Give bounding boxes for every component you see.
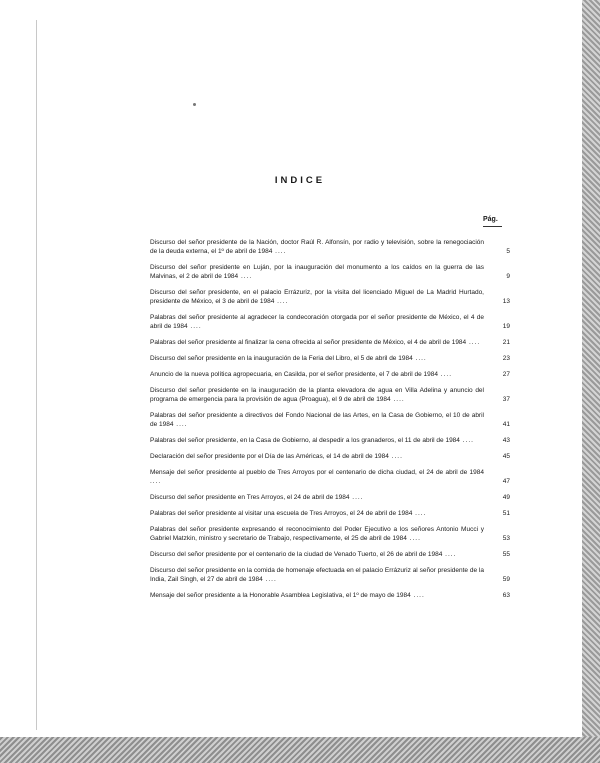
toc-entry-title [150,525,484,543]
toc-entry-text: Discurso del señor presidente en la comida de homenaje efectuada en el palacio Errázuriz al señor presidente de la India, Zail Singh, el 27 de abril de 1984 [150,567,484,583]
toc-entry-title [150,370,484,379]
dot-leader: .... [388,453,403,460]
scan-edge-bottom [0,737,600,763]
toc-entry [150,525,510,543]
dot-leader: .... [406,535,421,542]
toc-entry-text: Discurso del señor presidente en la inauguración de la planta elevadora de agua en Villa Adelina y anuncio del programa de emergencia para la provisión de agua (Proagua), el 9 de abril de 1984 [150,387,484,403]
toc-entry-title [150,550,484,559]
toc-entry-text: Palabras del señor presidente expresando el reconocimiento del Poder Ejecutivo a los señores Antonio Mucci y Gabriel Matzkin, ministro y secretario de Trabajo, respectivamente, el 25 de abril de 1984 [150,526,484,542]
dot-leader: .... [173,421,188,428]
toc-page-number: 37 [502,396,510,403]
toc-page-number: 59 [502,576,510,583]
toc-page-number: 45 [502,453,510,460]
toc-entry-title [150,386,484,404]
toc-entry-text: Palabras del señor presidente, en la Casa de Gobierno, al despedir a los granaderos, el 11 de abril de 1984 [150,437,460,444]
toc-entry [150,288,510,306]
page-border [36,20,37,730]
dot-leader: .... [262,576,277,583]
toc-entry-title [150,263,484,281]
toc-entry-text: Discurso del señor presidente, en el palacio Errázuriz, por la visita del licenciado Miguel de La Madrid Hurtado, presidente de México, el 3 de abril de 1984 [150,289,484,305]
toc-entry-title [150,509,484,518]
toc-entry [150,313,510,331]
toc-entry [150,591,510,600]
toc-entry [150,411,510,429]
dot-leader: .... [349,494,364,501]
page-column-underline [483,226,502,227]
toc-page-number: 19 [502,323,510,330]
toc-entry-text: Discurso del señor presidente en la inauguración de la Feria del Libro, el 5 de abril de 1984 [150,355,413,362]
toc-entry-text: Mensaje del señor presidente al pueblo de Tres Arroyos por el centenario de dicha ciudad, el 24 de abril de 1984 [150,469,484,476]
toc-page-number: 23 [502,355,510,362]
dot-leader: .... [459,437,474,444]
toc-entry-text: Discurso del señor presidente por el centenario de la ciudad de Venado Tuerto, el 26 de abril de 1984 [150,551,443,558]
toc-entry-text: Palabras del señor presidente al agradecer la condecoración otorgada por el señor presidente de México, el 4 de abril de 1984 [150,314,484,330]
toc-entry [150,386,510,404]
toc-entry-title [150,452,484,461]
toc-page-number: 41 [502,421,510,428]
toc-entry-title [150,493,484,502]
scan-speck [193,103,196,106]
toc-entry-text: Palabras del señor presidente a directivos del Fondo Nacional de las Artes, en la Casa de Gobierno, el 10 de abril de 1984 [150,412,484,428]
toc-entry [150,338,510,347]
toc-page-number: 49 [502,494,510,501]
toc-page-number: 55 [502,551,510,558]
scan-edge-right [582,0,600,763]
toc-entry-title [150,288,484,306]
toc-entry-title [150,238,484,256]
toc-page-number: 63 [502,592,510,599]
table-of-contents [150,238,510,607]
dot-leader: .... [272,248,287,255]
toc-entry [150,566,510,584]
toc-page-number: 9 [506,273,510,280]
toc-page-number: 47 [502,478,510,485]
dot-leader: .... [238,273,253,280]
toc-entry-title [150,338,484,347]
toc-entry [150,509,510,518]
toc-page-number: 43 [502,437,510,444]
toc-page-number: 21 [502,339,510,346]
dot-leader: .... [438,371,453,378]
toc-entry [150,436,510,445]
toc-page-number: 27 [502,371,510,378]
toc-page-number: 13 [502,298,510,305]
toc-entry [150,238,510,256]
toc-entry [150,468,510,486]
toc-entry-text: Palabras del señor presidente al finalizar la cena ofrecida al señor presidente de México, el 4 de abril de 1984 [150,339,467,346]
dot-leader: .... [442,551,457,558]
toc-entry-title [150,436,484,445]
dot-leader: .... [187,323,202,330]
toc-entry [150,493,510,502]
toc-entry-title [150,566,484,584]
toc-entry [150,370,510,379]
toc-entry-title [150,313,484,331]
toc-entry-text: Discurso del señor presidente de la Nación, doctor Raúl R. Alfonsín, por radio y televisión, sobre la renegociación de la deuda externa, el 1º de abril de 1984 [150,239,484,255]
toc-entry-text: Declaración del señor presidente por el Día de las Américas, el 14 de abril de 1984 [150,453,389,460]
toc-entry-title [150,411,484,429]
toc-entry-title [150,468,484,486]
toc-entry [150,263,510,281]
dot-leader: .... [274,298,289,305]
toc-entry-text: Anuncio de la nueva política agropecuaria, en Casilda, por el señor presidente, el 7 de abril de 1984 [150,371,438,378]
dot-leader: .... [410,592,425,599]
toc-entry-text: Mensaje del señor presidente a la Honorable Asamblea Legislativa, el 1º de mayo de 1984 [150,592,411,599]
toc-page-number: 51 [502,510,510,517]
dot-leader: .... [412,510,427,517]
toc-entry [150,550,510,559]
index-title: INDICE [274,175,326,186]
dot-leader: .... [150,478,162,485]
toc-entry-title [150,591,484,600]
toc-entry [150,452,510,461]
toc-entry-text: Discurso del señor presidente en Tres Arroyos, el 24 de abril de 1984 [150,494,350,501]
toc-entry [150,354,510,363]
toc-entry-title [150,354,484,363]
dot-leader: .... [390,396,405,403]
dot-leader: .... [412,355,427,362]
toc-page-number: 5 [506,248,510,255]
toc-page-number: 53 [502,535,510,542]
dot-leader: .... [466,339,481,346]
toc-entry-text: Palabras del señor presidente al visitar una escuela de Tres Arroyos, el 24 de abril de 1984 [150,510,413,517]
page-column-header: Pág. [483,216,498,223]
toc-entry-text: Discurso del señor presidente en Luján, por la inauguración del monumento a los caídos en la guerra de las Malvinas, el 2 de abril de 1984 [150,264,484,280]
